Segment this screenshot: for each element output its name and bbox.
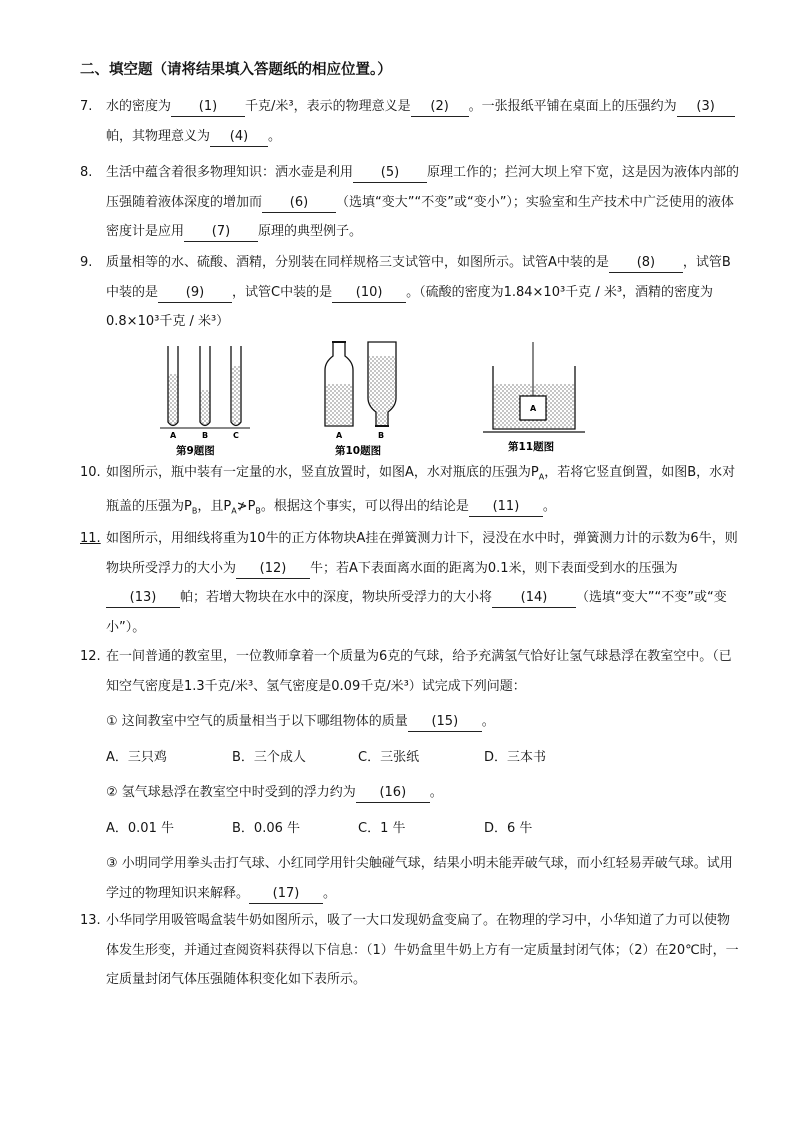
question-number: 9. xyxy=(80,255,93,270)
question-text: 。根据这个事实，可以得出的结论是 xyxy=(260,499,469,515)
question-text: 帕，其物理意义为 xyxy=(106,128,211,144)
question-number: 8. xyxy=(80,165,93,180)
option-a: A．0.01 牛 xyxy=(106,820,174,836)
bottle-upright xyxy=(325,342,353,426)
question-text: 。 xyxy=(268,128,282,144)
question-text: 帕；若增大物块在水中的深度，物块所受浮力的大小将 xyxy=(180,590,493,605)
subscript: B xyxy=(191,506,198,516)
question-text: 千克/米³，表示的物理意义是 xyxy=(245,99,411,114)
question-10 xyxy=(80,458,740,526)
option-a: A．三只鸡 xyxy=(106,749,167,765)
answer-blank: (5) xyxy=(353,164,427,183)
question-text: 如图所示，瓶中装有一定量的水，竖直放置时，如图A，水对瓶底的压强为P xyxy=(106,465,539,480)
subscript: A xyxy=(231,506,237,516)
question-9 xyxy=(80,248,740,337)
option-d: D．三本书 xyxy=(484,749,547,765)
options-1 xyxy=(106,743,740,773)
fig10-label-a: A xyxy=(336,431,343,440)
question-7 xyxy=(80,92,740,151)
option-c: C．1 牛 xyxy=(358,820,406,836)
test-tube-b xyxy=(200,346,210,426)
figures-svg xyxy=(0,336,794,466)
answer-blank: (6) xyxy=(262,194,336,213)
question-text: 。 xyxy=(542,499,556,515)
question-text: 。 xyxy=(429,785,443,800)
question-8 xyxy=(80,158,740,247)
question-text: 质量相等的水、硫酸、酒精，分别装在同样规格三支试管中，如图所示。试管A中装的是 xyxy=(106,255,609,270)
answer-blank: (13) xyxy=(106,589,180,608)
subscript: A xyxy=(538,472,545,482)
answer-blank: (16) xyxy=(356,784,430,803)
question-text: ≯P xyxy=(236,499,256,515)
question-text: ，若将它竖直倒置，如图B，水对瓶盖的压强为P xyxy=(106,465,736,515)
question-13 xyxy=(80,906,740,995)
question-text: 。 xyxy=(323,885,337,901)
question-text: （选填“变大”“不变”或“变小”）。 xyxy=(106,590,727,635)
question-text: ，且P xyxy=(197,499,232,515)
section-title: 二、填空题（请将结果填入答题纸的相应位置。） xyxy=(80,62,392,78)
question-text: （选填“变大”“不变”或“变小”）；实验室和生产技术中广泛使用的液体密度计是应用 xyxy=(106,194,734,239)
question-text: 牛；若A下表面离水面的距离为0.1米，则下表面受到水的压强为 xyxy=(310,560,678,576)
question-number: 13. xyxy=(80,913,101,928)
question-text: ，试管B中装的是 xyxy=(106,255,731,300)
answer-blank: (4) xyxy=(210,128,268,147)
fig9-label-b: B xyxy=(202,431,209,440)
question-text: 水的密度为 xyxy=(106,99,172,114)
answer-blank: (8) xyxy=(609,254,683,273)
question-number: 7. xyxy=(80,99,93,114)
fig9-label-a: A xyxy=(170,431,177,440)
question-12 xyxy=(80,642,740,908)
sub-question-1 xyxy=(106,707,740,737)
subscript: B xyxy=(255,506,261,516)
answer-blank: (9) xyxy=(158,284,232,303)
answer-blank: (11) xyxy=(469,498,543,517)
figures-row xyxy=(0,336,794,466)
question-text: 如图所示，用细线将重为10牛的正方体物块A挂在弹簧测力计下，浸没在水中时，弹簧测力计的示数为6牛，则物块所受浮力的大小为 xyxy=(106,531,738,576)
water-container xyxy=(483,342,585,432)
fig10-label-b: B xyxy=(378,431,385,440)
option-c: C．三张纸 xyxy=(358,749,420,765)
answer-blank: (3) xyxy=(677,98,735,117)
question-number: 10. xyxy=(80,465,101,480)
fig9-caption: 第9题图 xyxy=(176,445,215,457)
question-text: 小华同学用吸管喝盒装牛奶如图所示，吸了一大口发现奶盒变扁了。在物理的学习中，小华知道了力可以使物体发生形变，并通过查阅资料获得以下信息：（1）牛奶盒里牛奶上方有一定质量封闭气体；（2）在20℃时，一定质量封闭气体压强随体积变化如下表所示。 xyxy=(106,913,739,987)
fig10-caption: 第10题图 xyxy=(335,445,382,457)
block-label: A xyxy=(530,404,537,413)
option-b: B．0.06 牛 xyxy=(232,820,300,836)
question-text: 。 xyxy=(481,714,495,729)
test-tube-c xyxy=(231,346,241,426)
question-number: 11. xyxy=(80,531,101,546)
question-text: 在一间普通的教室里，一位教师拿着一个质量为6克的气球，给予充满氢气恰好让氢气球悬浮在教室空中。（已知空气密度是1.3千克/米³、氢气密度是0.09千克/米³）试完成下列问题： xyxy=(106,649,732,694)
question-text: ② 氢气球悬浮在教室空中时受到的浮力约为 xyxy=(106,785,356,800)
question-text: ③ 小明同学用拳头击打气球、小红同学用针尖触碰气球，结果小明未能弄破气球，而小红轻易弄破气球。试用学过的物理知识来解释。 xyxy=(106,856,733,901)
question-text: 原理工作的；拦河大坝上窄下宽，这是因为液体内部的压强随着液体深度的增加而 xyxy=(106,165,740,210)
fig9-label-c: C xyxy=(233,431,239,440)
option-b: B．三个成人 xyxy=(232,749,306,765)
sub-question-2 xyxy=(106,778,740,808)
answer-blank: (1) xyxy=(171,98,245,117)
answer-blank: (2) xyxy=(411,98,469,117)
answer-blank: (12) xyxy=(236,560,310,579)
question-text: 生活中蕴含着很多物理知识：洒水壶是利用 xyxy=(106,165,354,180)
answer-blank: (10) xyxy=(332,284,406,303)
answer-blank: (14) xyxy=(492,589,576,608)
answer-blank: (7) xyxy=(184,223,258,242)
sub-question-3 xyxy=(106,849,740,908)
question-text: 。一张报纸平铺在桌面上的压强约为 xyxy=(468,99,677,114)
question-text: 原理的典型例子。 xyxy=(258,224,363,239)
answer-blank: (17) xyxy=(249,885,323,904)
bottle-inverted xyxy=(368,342,396,426)
question-11 xyxy=(80,524,740,642)
question-number: 12. xyxy=(80,649,101,664)
question-text: 。（硫酸的密度为1.84×10³千克 / 米³，酒精的密度为0.8×10³千克 / 米³） xyxy=(106,284,714,329)
answer-blank: (15) xyxy=(408,713,482,732)
option-d: D．6 牛 xyxy=(484,820,533,836)
question-text: ① 这间教室中空气的质量相当于以下哪组物体的质量 xyxy=(106,714,408,729)
test-tube-a xyxy=(168,346,178,426)
fig11-caption: 第11题图 xyxy=(508,441,555,453)
options-2 xyxy=(106,814,740,844)
question-text: ，试管C中装的是 xyxy=(232,284,333,300)
